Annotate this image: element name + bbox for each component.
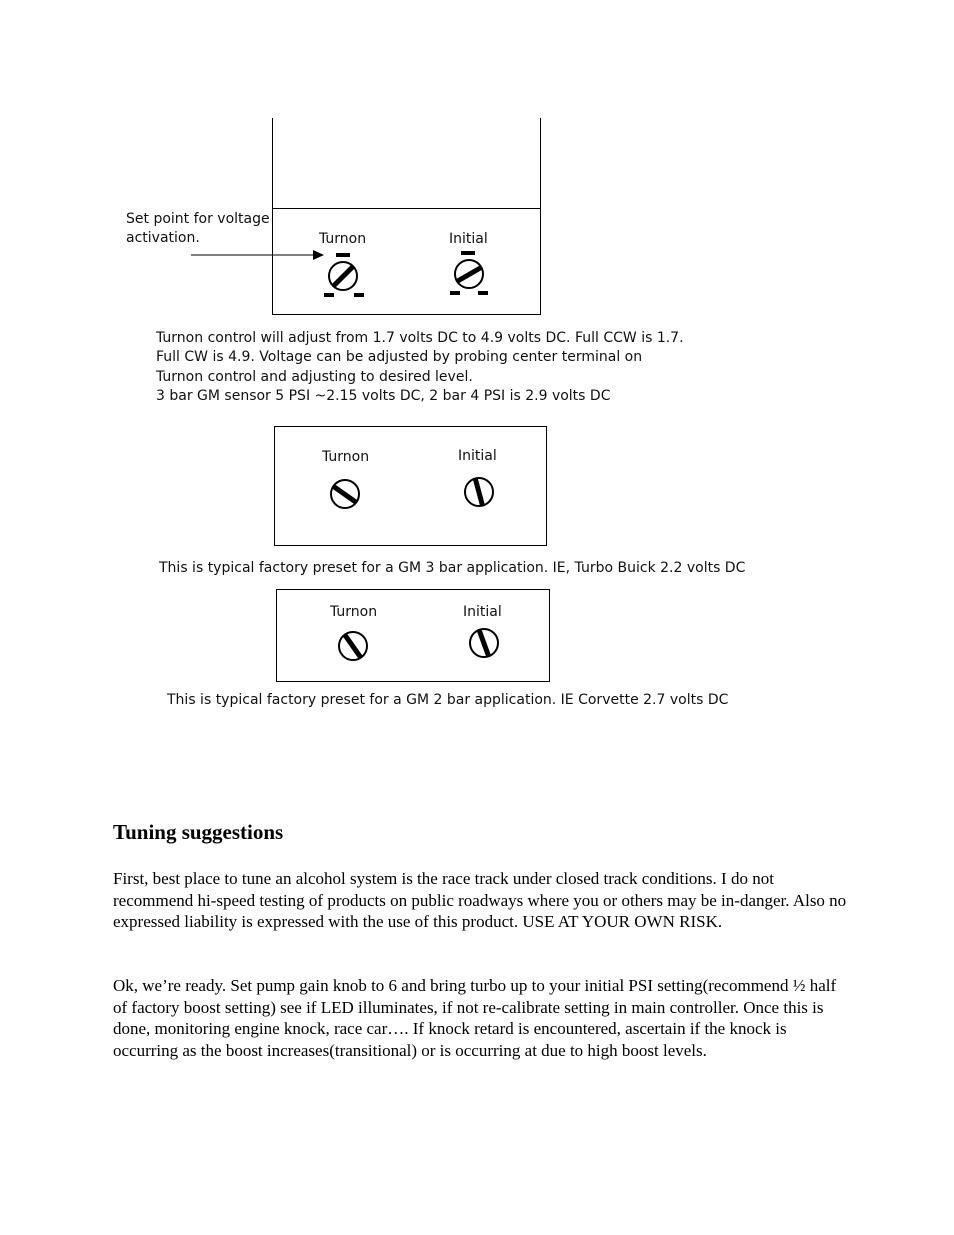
initial-knob-icon xyxy=(464,477,494,507)
diagram-3-box xyxy=(276,589,550,682)
enclosure-left-wall xyxy=(272,118,273,315)
knob-label-turnon: Turnon xyxy=(322,449,370,465)
tick-mark xyxy=(461,251,475,255)
turnon-knob-icon xyxy=(330,479,360,509)
knob-label-turnon: Turnon xyxy=(319,231,367,247)
description-line: Turnon control and adjusting to desired level. xyxy=(156,369,473,385)
knob-label-initial: Initial xyxy=(449,231,488,247)
callout-arrow-icon xyxy=(188,246,328,262)
description-line: Full CW is 4.9. Voltage can be adjusted by probing center terminal on xyxy=(156,349,643,365)
turnon-knob-icon xyxy=(328,261,358,291)
paragraph-1: First, best place to tune an alcohol system is the race track under closed track conditions. I do not recommend hi-speed testing of products on public roadways where you or others may be in-danger. Also no expressed liability is expressed with the use of this product. USE AT YOUR OWN RISK. xyxy=(113,869,847,931)
knob-label-initial: Initial xyxy=(463,604,502,620)
tick-mark xyxy=(336,253,350,257)
enclosure-right-wall xyxy=(540,118,541,315)
knob-label-turnon: Turnon xyxy=(330,604,378,620)
diagram-3-caption: This is typical factory preset for a GM 2 bar application. IE Corvette 2.7 volts DC xyxy=(167,692,729,708)
diagram-2-box xyxy=(274,426,547,546)
initial-knob-icon xyxy=(469,628,499,658)
callout-line-2: activation. xyxy=(126,230,200,246)
tick-mark xyxy=(478,291,488,295)
description-line: 3 bar GM sensor 5 PSI ~2.15 volts DC, 2 bar 4 PSI is 2.9 volts DC xyxy=(156,388,611,404)
tick-mark xyxy=(450,291,460,295)
paragraph-2: Ok, we’re ready. Set pump gain knob to 6 and bring turbo up to your initial PSI setting(recommend ½ half of factory boost setting) see if LED illuminates, if not re-calibrate setting in main controller. Once this is done, monitoring engine knock, race car…. If knock retard is encountered, ascertain if the knock is occurring as the boost increases(transitional) or is occurring at due to high boost levels. xyxy=(113,976,837,1060)
diagram-2-caption: This is typical factory preset for a GM 3 bar application. IE, Turbo Buick 2.2 volts DC xyxy=(159,560,746,576)
enclosure-divider xyxy=(272,208,541,209)
knob-label-initial: Initial xyxy=(458,448,497,464)
tick-mark xyxy=(354,293,364,297)
tick-mark xyxy=(324,293,334,297)
enclosure-bottom xyxy=(272,314,541,315)
section-heading: Tuning suggestions xyxy=(113,820,284,844)
turnon-knob-icon xyxy=(338,631,368,661)
initial-knob-icon xyxy=(454,259,484,289)
callout-line-1: Set point for voltage xyxy=(126,211,270,227)
description-line: Turnon control will adjust from 1.7 volts DC to 4.9 volts DC. Full CCW is 1.7. xyxy=(156,330,684,346)
